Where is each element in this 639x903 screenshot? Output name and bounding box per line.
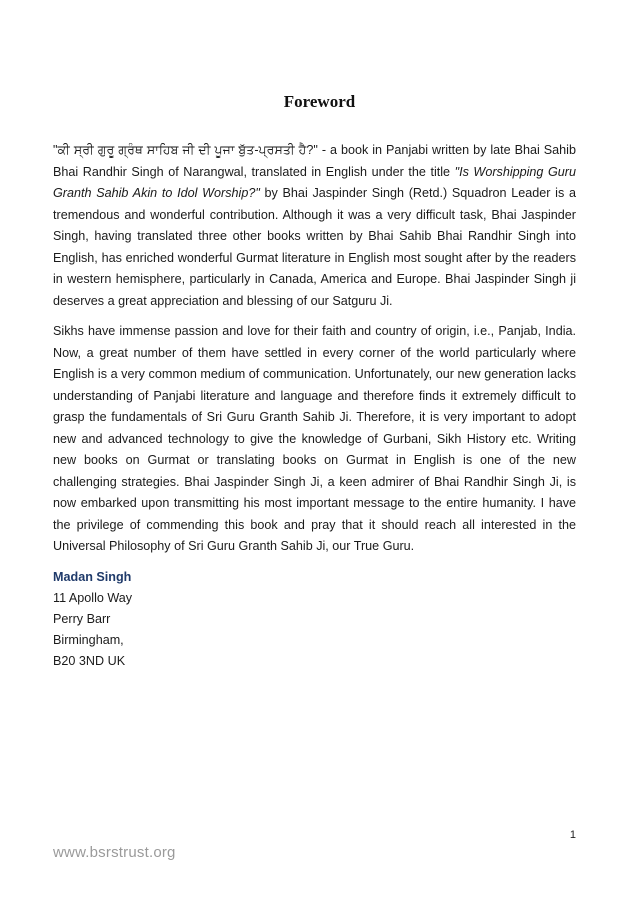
gurmukhi-book-title: "ਕੀ ਸ੍ਰੀ ਗੁਰੂ ਗ੍ਰੰਥ ਸਾਹਿਬ ਜੀ ਦੀ ਪੂਜਾ ਬੁੱਤ-ਪ੍ਰਸਤੀ ਹੈ?": [53, 143, 318, 157]
paragraph-2: Sikhs have immense passion and love for their faith and country of origin, i.e., Panjab, India. Now, a great number of them have settled in every corner of the world particularly where English is a very common medium of communication. Unfortunately, our new generation lacks understanding of Panjabi literature and language and therefore finds it extremely difficult to grasp the fundamentals of Sri Guru Granth Sahib Ji. Therefore, it is very important to adopt new and advanced technology to give the knowledge of Gurbani, Sikh History etc. Writing new books on Gurmat or translating books on Gurmat in English is one of the new challenging strategies. Bhai Jaspinder Singh Ji, a keen admirer of Bhai Randhir Singh Ji, is now embarked upon transmitting his most important message to the entire humanity. I have the privilege of commending this book and pray that it should reach all interested in the Universal Philosophy of Sri Guru Granth Sahib Ji, our True Guru.: [53, 324, 576, 553]
address-line: Perry Barr: [53, 611, 111, 626]
address-line: B20 3ND UK: [53, 653, 126, 668]
document-body: [53, 140, 576, 672]
english-book-title: "Is Worshipping Guru Granth Sahib Akin to Idol Worship?": [53, 164, 576, 200]
paragraph-1: [53, 140, 576, 312]
address-line: Birmingham,: [53, 632, 124, 647]
paragraph-1-text-b: by Bhai Jaspinder Singh (Retd.) Squadron Leader is a tremendous and wonderful contribution. Although it was a very difficult task, Bhai Jaspinder Singh, having translated three other books written by Bhai Sahib Bhai Randhir Singh into English, has enriched wonderful Gurmat literature in English most sought after by the readers in western hemisphere, particularly in Canada, America and Europe. Bhai Jaspinder Singh ji deserves a great appreciation and blessing of our Satguru Ji.: [53, 186, 576, 308]
signatory-name: Madan Singh: [53, 569, 132, 584]
paragraph-1-text-a: - a book in Panjabi written by late Bhai Sahib Bhai Randhir Singh of Narangwal, translated in English under the title: [53, 143, 576, 179]
footer-website-url: www.bsrstrust.org: [53, 844, 176, 861]
page-number: 1: [569, 829, 576, 841]
signature-block: [53, 567, 576, 672]
page-title: Foreword: [283, 92, 356, 111]
address-line: 11 Apollo Way: [53, 590, 133, 605]
